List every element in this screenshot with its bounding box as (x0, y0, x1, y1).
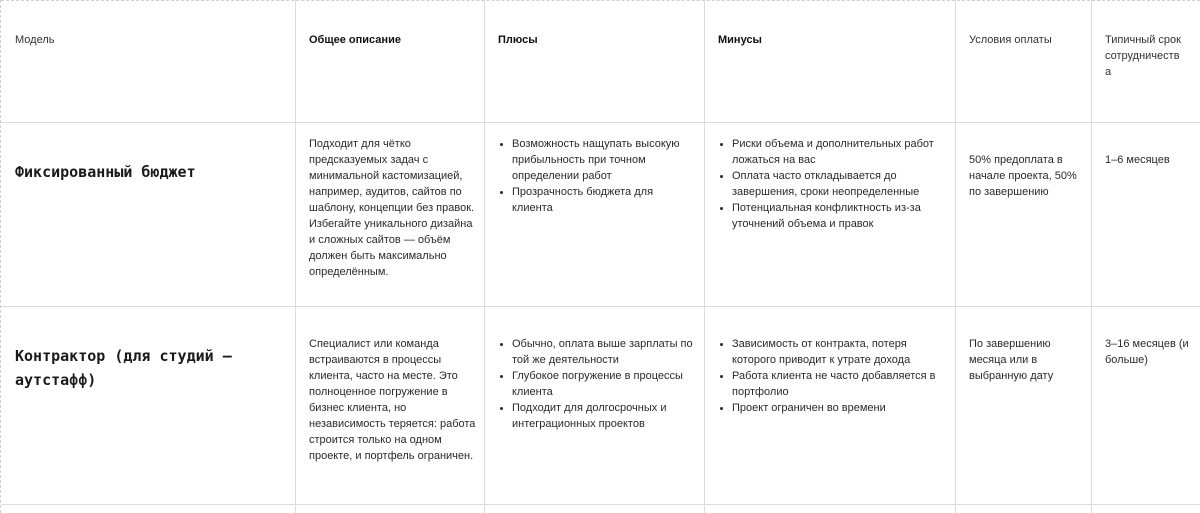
row2-cons (718, 336, 946, 416)
list-item: • Возможность нащупать высокую прибыльность при точном определении работ (512, 136, 694, 184)
table-top-border (1, 0, 1200, 1)
column-divider (1091, 0, 1092, 513)
row1-cons-list (718, 136, 946, 232)
row-divider (1, 306, 1200, 307)
list-item: • Зависимость от контракта, потеря которого приводит к утрате дохода (732, 336, 946, 368)
list-item: • Подходит для долгосрочных и интеграционных проектов (512, 400, 694, 432)
list-item: • Работа клиента не часто добавляется в портфолио (732, 368, 946, 400)
row2-payment: По завершению месяца или в выбранную дату (969, 338, 1054, 382)
row1-pros-list (498, 136, 694, 216)
header-model: Модель (15, 34, 55, 46)
row2-term: 3–16 месяцев (и больше) (1105, 338, 1189, 366)
header-cons: Минусы (718, 34, 762, 46)
row2-cons-list (718, 336, 946, 416)
list-item: • Обычно, оплата выше зарплаты по той же деятельности (512, 336, 694, 368)
list-item: • Прозрачность бюджета для клиента (512, 184, 694, 216)
row2-pros (498, 336, 694, 432)
column-divider (295, 0, 296, 513)
row2-description: Специалист или команда встраиваются в процессы клиента, часто на месте. Это полноценное погружение в бизнес клиента, но независимость теряется: работа строится только на одном проекте, и портфель ограничен. (309, 338, 476, 462)
row1-cons (718, 136, 946, 232)
row2-model: Контрактор (для студий — аутстафф) (15, 347, 232, 389)
list-item: • Риски объема и дополнительных работ ложаться на вас (732, 136, 946, 168)
row1-model: Фиксированный бюджет (15, 163, 196, 181)
list-item: • Проект ограничен во времени (732, 400, 946, 416)
header-description: Общее описание (309, 34, 401, 46)
row2-pros-list (498, 336, 694, 432)
list-item: • Оплата часто откладывается до завершения, сроки неопределенные (732, 168, 946, 200)
column-divider (955, 0, 956, 513)
header-pros: Плюсы (498, 34, 538, 46)
header-payment: Условия оплаты (969, 34, 1052, 46)
row1-description: Подходит для чётко предсказуемых задач с минимальной кастомизацией, например, аудитов, сайтов по шаблону, концепции без правок. Избегайте уникального дизайна и сложных сайтов — объём должен быть максимально определённым. (309, 138, 475, 278)
row1-payment: 50% предоплата в начале проекта, 50% по завершению (969, 154, 1077, 198)
header-term: Типичный срок сотрудничества (1105, 34, 1181, 78)
row-divider (1, 122, 1200, 123)
row-divider (1, 504, 1200, 505)
row1-term: 1–6 месяцев (1105, 154, 1170, 166)
row1-pros (498, 136, 694, 216)
column-divider (484, 0, 485, 513)
column-divider (704, 0, 705, 513)
list-item: • Глубокое погружение в процессы клиента (512, 368, 694, 400)
list-item: • Потенциальная конфликтность из-за уточнений объема и правок (732, 200, 946, 232)
